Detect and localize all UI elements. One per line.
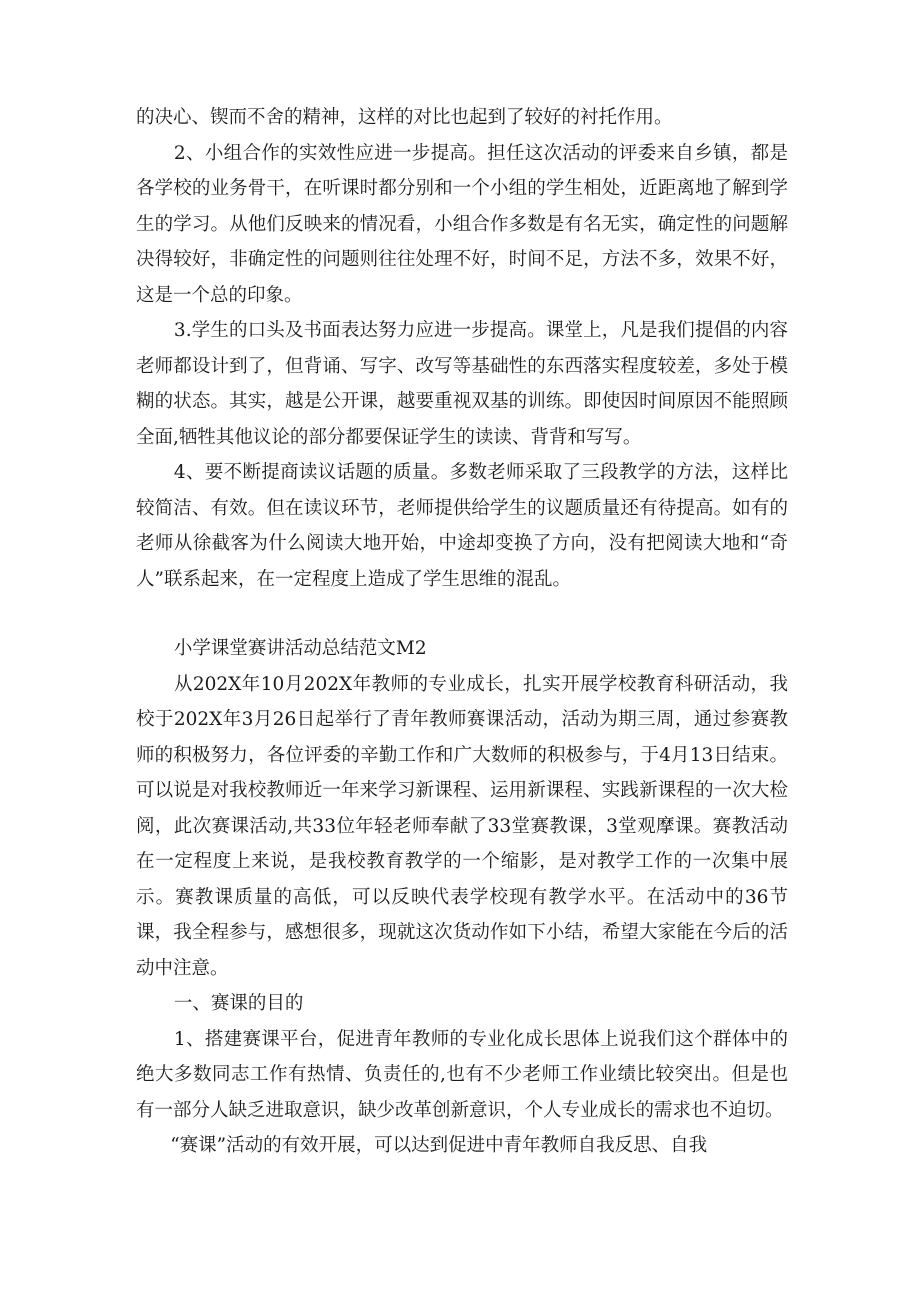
- paragraph-1: 的决心、锲而不舍的精神，这样的对比也起到了较好的衬托作用。: [136, 107, 673, 128]
- paragraph-7: “赛课”活动的有效开展，可以达到促进中青年教师自我反思、自我: [170, 1135, 708, 1156]
- paragraph-5: 从202X年10月202X年教师的专业成长，扎实开展学校教育科研活动，我校于202X年3月26日起举行了青年教师赛课活动，活动为期三周，通过参赛教师的积极努力，各位评委的辛勤工作和广大数师的积极参与，于4月13日结束。可以说是对我校教师近一年来学习新课程、运用新课程、实践新课程的一次大检阅，此次赛课活动,共33位年轻老师奉献了33堂赛教课，3堂观摩课。赛教活动在一定程度上来说，是我校教育教学的一个缩影，是对教学工作的一次集中展示。赛教课质量的高低，可以反映代表学校现有教学水平。在活动中的36节课，我全程参与，感想很多，现就这次货动作如下小结，希望大家能在今后的活动中注意。: [136, 673, 788, 979]
- heading-purpose: 一、赛课的目的: [173, 993, 304, 1014]
- section-gap: [136, 597, 788, 631]
- section-title: 小学课堂赛讲活动总结范文M2: [173, 638, 427, 659]
- paragraph-6: 1、搭建赛课平台，促进青年教师的专业化成长思体上说我们这个群体中的绝大多数同志工作有热情、负责任的,也有不少老师工作业绩比较突出。但是也有一部分人缺乏进取意识，缺少改革创新意识，个人专业成长的需求也不迫切。: [136, 1028, 788, 1121]
- paragraph-3: 3.学生的口头及书面表达努力应进一步提高。课堂上，凡是我们提倡的内容老师都设计到了，但背诵、写字、改写等基础性的东西落实程度较差，多处于模糊的状态。其实，越是公开课，越要重视双基的训练。即使因时间原因不能照顾全面,牺牲其他议论的部分都要保证学生的读读、背背和写写。: [136, 320, 788, 448]
- document-page: [136, 100, 788, 1164]
- paragraph-4: 4、要不断提商读议话题的质量。多数老师采取了三段教学的方法，这样比较简洁、有效。但在读议环节，老师提供给学生的议题质量还有待提高。如有的老师从徐截客为什么阅读大地开始，中途却变换了方向，没有把阅读大地和“奇人”联系起来，在一定程度上造成了学生思维的混乱。: [136, 462, 788, 590]
- paragraph-2: 2、小组合作的实效性应进一步提高。担任这次活动的评委来自乡镇，都是各学校的业务骨干，在听课时都分别和一个小组的学生相处，近距离地了解到学生的学习。从他们反映来的情况看，小组合作多数是有名无实，确定性的问题解决得较好，非确定性的问题则往往处理不好，时间不足，方法不多，效果不好，这是一个总的印象。: [136, 142, 788, 306]
